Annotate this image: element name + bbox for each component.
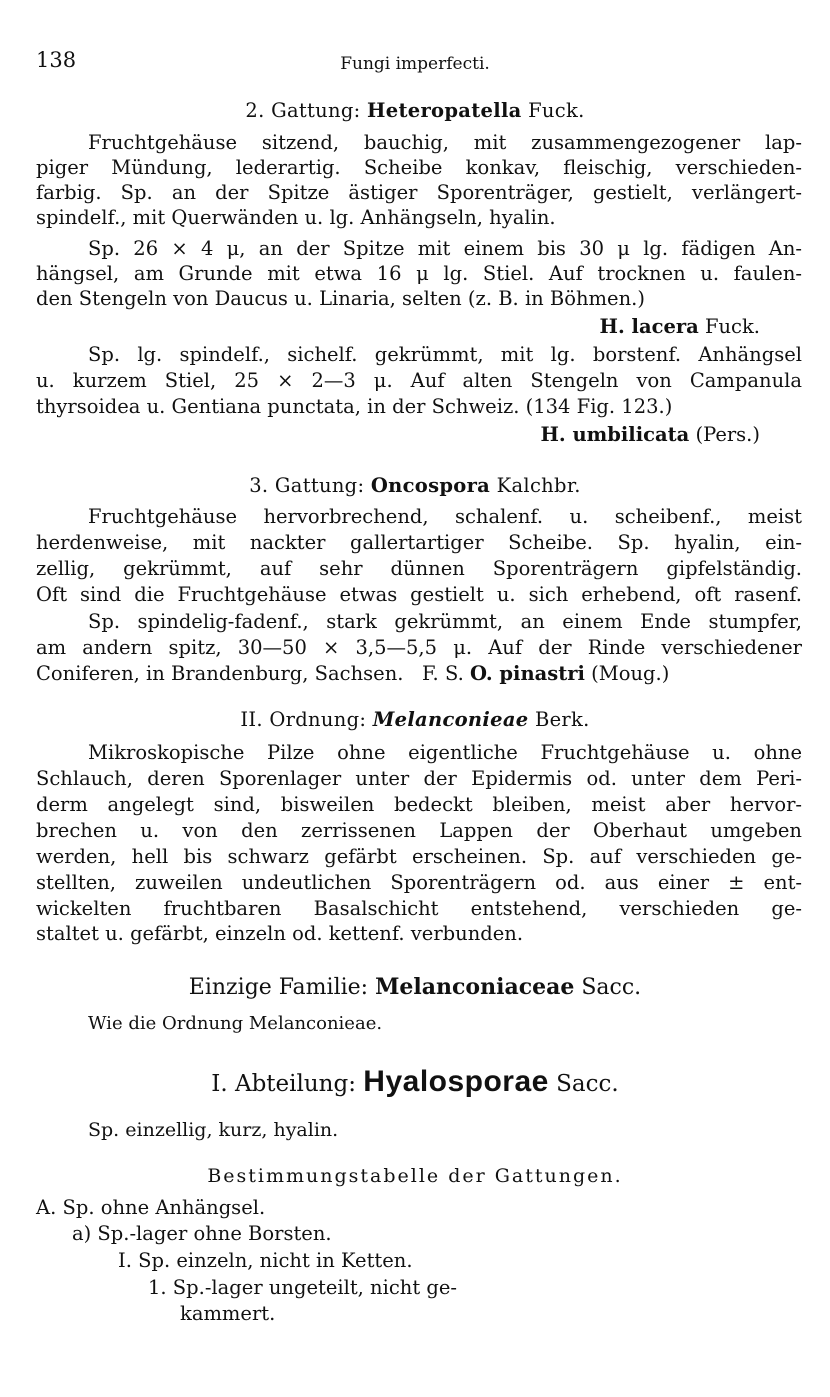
text-line: Fruchtgehäuse sitzend, bauchig, mit zusammengezogener lap- <box>88 131 802 154</box>
text-line: u. kurzem Stiel, 25 × 2—3 μ. Auf alten Stengeln von Campanula <box>36 369 802 392</box>
text-line: staltet u. gefärbt, einzeln od. kettenf. verbunden. <box>36 922 524 945</box>
key-line-a: A. Sp. ohne Anhängsel. <box>36 1196 266 1219</box>
running-title: Fungi imperfecti. <box>340 54 490 74</box>
text-line: piger Mündung, lederartig. Scheibe konkav, fleischig, verschieden- <box>36 156 802 179</box>
text-line: stellten, zuweilen undeutlichen Sporenträgern od. aus einer ± ent- <box>36 871 802 894</box>
key-line-a-a: a) Sp.-lager ohne Borsten. <box>72 1222 332 1245</box>
genus-heading-oncospora: 3. Gattung: Oncospora Kalchbr. <box>249 474 581 497</box>
text-line: am andern spitz, 30—50 × 3,5—5,5 μ. Auf der Rinde verschiedener <box>36 636 802 659</box>
text-line: wickelten fruchtbaren Basalschicht entstehend, verschieden ge- <box>36 897 802 920</box>
order-heading-melanconieae: II. Ordnung: Melanconieae Berk. <box>240 708 590 731</box>
text-line: Oft sind die Fruchtgehäuse etwas gestielt u. sich erhebend, oft rasenf. <box>36 583 802 606</box>
species-name-h-umbilicata: H. umbilicata (Pers.) <box>540 423 760 446</box>
text-line: thyrsoidea u. Gentiana punctata, in der Schweiz. (134 Fig. 123.) <box>36 395 673 418</box>
family-heading-melanconiaceae: Einzige Familie: Melanconiaceae Sacc. <box>188 974 642 1000</box>
key-title: Bestimmungstabelle der Gattungen. <box>207 1165 623 1187</box>
text-line: farbig. Sp. an der Spitze ästiger Sporenträger, gestielt, verlängert- <box>36 181 802 204</box>
text-line: brechen u. von den zerrissenen Lappen der Oberhaut umgeben <box>36 819 802 842</box>
text-line: Sp. lg. spindelf., sichelf. gekrümmt, mit lg. borstenf. Anhängsel <box>88 343 802 366</box>
page-number: 138 <box>36 48 77 72</box>
text-line: Mikroskopische Pilze ohne eigentliche Fruchtgehäuse u. ohne <box>88 741 802 764</box>
text-line-o-pinastri: Coniferen, in Brandenburg, Sachsen. F. S. O. pinastri (Moug.) <box>36 662 670 685</box>
text-line: zellig, gekrümmt, auf sehr dünnen Sporenträgern gipfelständig. <box>36 557 802 580</box>
text-line: hängsel, am Grunde mit etwa 16 μ lg. Stiel. Auf trocknen u. faulen- <box>36 262 802 285</box>
key-line-1-cont: kammert. <box>180 1302 276 1325</box>
text-line: werden, hell bis schwarz gefärbt erscheinen. Sp. auf verschieden ge- <box>36 845 802 868</box>
text-line: Sp. spindelig-fadenf., stark gekrümmt, an einem Ende stumpfer, <box>88 610 802 633</box>
text-line: den Stengeln von Daucus u. Linaria, selten (z. B. in Böhmen.) <box>36 287 645 310</box>
key-line-1: 1. Sp.-lager ungeteilt, nicht ge- <box>148 1276 457 1299</box>
division-description: Sp. einzellig, kurz, hyalin. <box>88 1119 339 1141</box>
genus-heading-heteropatella: 2. Gattung: Heteropatella Fuck. <box>245 99 585 122</box>
family-description: Wie die Ordnung Melanconieae. <box>88 1013 383 1034</box>
text-line: Schlauch, deren Sporenlager unter der Epidermis od. unter dem Peri- <box>36 767 802 790</box>
text-line: spindelf., mit Querwänden u. lg. Anhängseln, hyalin. <box>36 206 556 229</box>
text-line: derm angelegt sind, bisweilen bedeckt bleiben, meist aber hervor- <box>36 793 802 816</box>
division-heading-hyalosporae: I. Abteilung: Hyalosporae Sacc. <box>211 1065 619 1098</box>
text-line: Sp. 26 × 4 μ, an der Spitze mit einem bis 30 μ lg. fädigen An- <box>88 237 802 260</box>
key-line-i: I. Sp. einzeln, nicht in Ketten. <box>118 1249 413 1272</box>
text-line: herdenweise, mit nackter gallertartiger Scheibe. Sp. hyalin, ein- <box>36 531 802 554</box>
species-name-h-lacera: H. lacera Fuck. <box>599 315 760 338</box>
text-line: Fruchtgehäuse hervorbrechend, schalenf. u. scheibenf., meist <box>88 505 802 528</box>
